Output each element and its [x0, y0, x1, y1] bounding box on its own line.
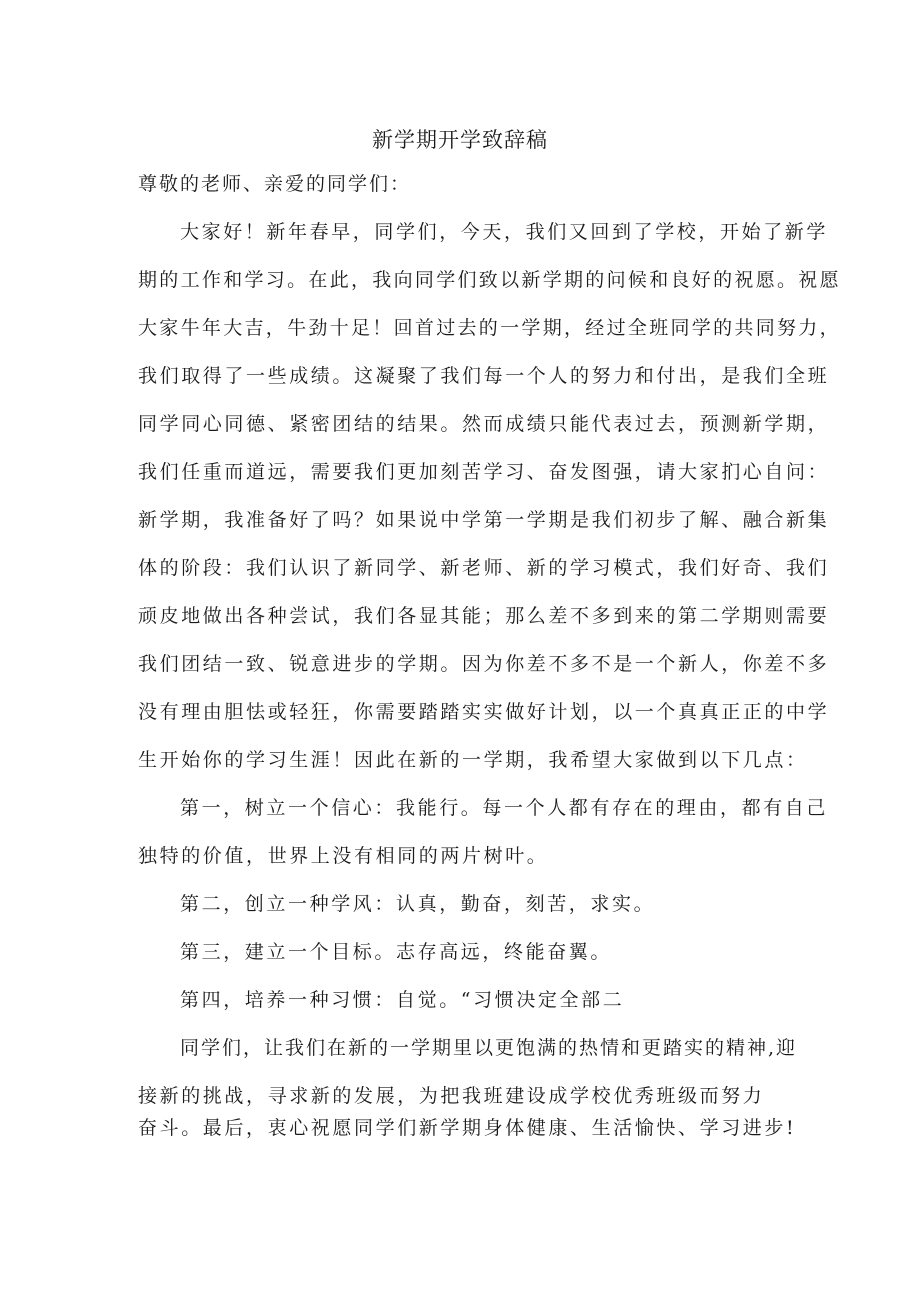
body-line: 没有理由胆怯或轻狂，你需要踏踏实实做好计划，以一个真真正正的中学	[138, 701, 830, 723]
body-line: 接新的挑战，寻求新的发展，为把我班建设成学校优秀班级而努力	[138, 1085, 765, 1107]
body-line: 期的工作和学习。在此，我向同学们致以新学期的问候和良好的祝愿。祝愿	[138, 269, 841, 291]
body-line: 独特的价值，世界上没有相同的两片树叶。	[138, 845, 549, 867]
body-line: 顽皮地做出各种尝试，我们各显其能；那么差不多到来的第二学期则需要	[138, 605, 830, 627]
body-line: 我们取得了一些成绩。这凝聚了我们每一个人的努力和付出，是我们全班	[138, 365, 830, 387]
body-line: 我们团结一致、锐意进步的学期。因为你差不多不是一个新人，你差不多	[138, 653, 830, 675]
salutation: 尊敬的老师、亲爱的同学们：	[138, 173, 412, 195]
body-line: 第三，建立一个目标。志存高远，终能奋翼。	[180, 941, 613, 963]
document-title: 新学期开学致辞稿	[372, 128, 548, 152]
body-line: 第二，创立一种学风：认真，勤奋，刻苦，求实。	[180, 893, 656, 915]
body-line: 生开始你的学习生涯！因此在新的一学期，我希望大家做到以下几点：	[138, 749, 808, 771]
body-line: 同学同心同德、紧密团结的结果。然而成绩只能代表过去，预测新学期，	[138, 413, 830, 435]
body-line: 我们任重而道远，需要我们更加刻苦学习、奋发图强，请大家扪心自问：	[138, 461, 830, 483]
body-line: 新学期，我准备好了吗？如果说中学第一学期是我们初步了解、融合新集	[138, 509, 830, 531]
body-line: 同学们，让我们在新的一学期里以更饱满的热情和更踏实的精神,迎	[180, 1037, 798, 1059]
body-line: 第四，培养一种习惯：自觉。“习惯决定全部二	[180, 989, 625, 1011]
body-line: 奋斗。最后，衷心祝愿同学们新学期身体健康、生活愉快、学习进步!	[138, 1117, 797, 1139]
body-line: 第一，树立一个信心：我能行。每一个人都有存在的理由，都有自己	[180, 797, 829, 819]
body-line: 大家好！新年春早，同学们，今天，我们又回到了学校，开始了新学	[180, 221, 829, 243]
body-line: 大家牛年大吉，牛劲十足！回首过去的一学期，经过全班同学的共同努力，	[138, 317, 841, 339]
body-line: 体的阶段：我们认识了新同学、新老师、新的学习模式，我们好奇、我们	[138, 557, 830, 579]
